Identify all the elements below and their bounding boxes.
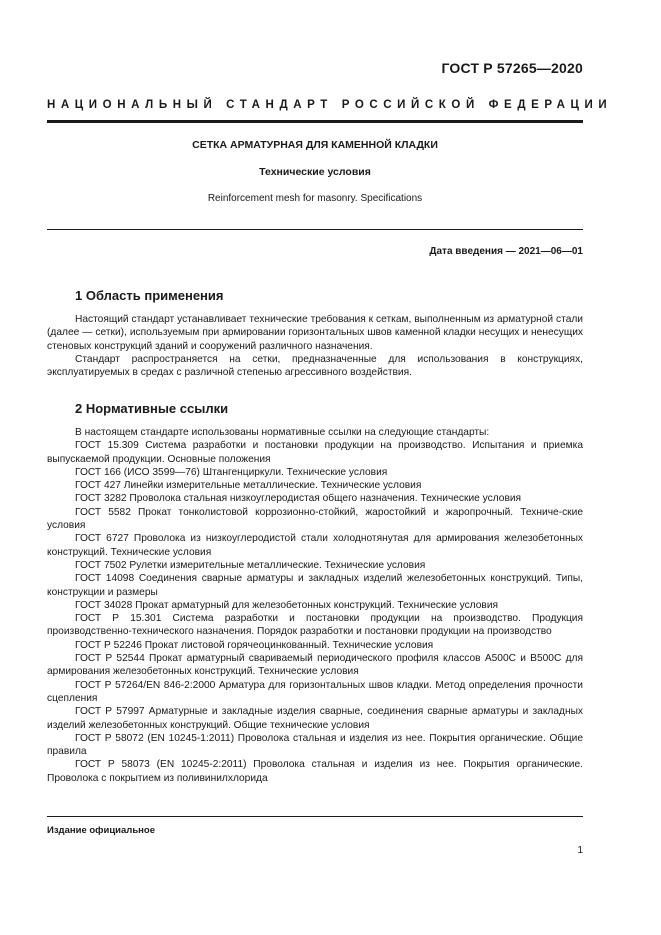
- document-title: СЕТКА АРМАТУРНАЯ ДЛЯ КАМЕННОЙ КЛАДКИ: [192, 139, 438, 151]
- reference-item: ГОСТ Р 15.301 Система разработки и постановки продукции на производство. Продукция производственно-технического назначения. Порядок разработки и постановки продукции на производство: [47, 613, 583, 638]
- reference-item: ГОСТ Р 52544 Прокат арматурный свариваемый периодического профиля классов А500С и В500С для армирования железобетонных конструкций. Технические условия: [47, 653, 583, 678]
- document-title-english: Reinforcement mesh for masonry. Specifications: [207, 193, 423, 204]
- reference-item: ГОСТ 14098 Соединения сварные арматуры и закладных изделий железобетонных конструкций. Типы, конструкции и размеры: [47, 573, 583, 598]
- footer-rule: [47, 816, 583, 817]
- standard-id: ГОСТ Р 57265—2020: [441, 60, 583, 76]
- reference-item: ГОСТ Р 52246 Прокат листовой горячеоцинкованный. Технические условия: [75, 639, 434, 651]
- paragraph: Настоящий стандарт устанавливает технические требования к сеткам, выполненным из арматурной стали (далее — сетки), используемым при армировании горизонтальных швов каменной кладки несущих и ненесущих стеновых конструкций зданий и сооружений различного назначения.: [47, 314, 583, 352]
- reference-item: ГОСТ 7502 Рулетки измерительные металлические. Технические условия: [75, 559, 426, 571]
- header-rule: [47, 120, 583, 123]
- introduction-date: Дата введения — 2021—06—01: [429, 246, 583, 257]
- reference-item: ГОСТ 15.309 Система разработки и постановки продукции на производство. Испытания и приемка выпускаемой продукции. Основные положения: [47, 440, 583, 465]
- section-2-body: [47, 426, 583, 785]
- reference-item: ГОСТ 6727 Проволока из низкоуглеродистой стали холоднотянутая для армирования железобетонных конструкций. Технические условия: [47, 533, 583, 558]
- reference-item: ГОСТ 34028 Прокат арматурный для железобетонных конструкций. Технические условия: [75, 599, 499, 611]
- reference-item: ГОСТ Р 57997 Арматурные и закладные изделия сварные, соединения сварные арматуры и закладных изделий железобетонных конструкций. Общие технические условия: [47, 706, 583, 731]
- reference-item: ГОСТ 166 (ИСО 3599—76) Штангенциркули. Технические условия: [75, 466, 388, 478]
- paragraph: Стандарт распространяется на сетки, предназначенные для использования в конструкциях, эксплуатируемых в средах с различной степенью агрессивного воздействия.: [47, 353, 583, 379]
- title-rule: [47, 229, 583, 230]
- document-subtitle: Технические условия: [259, 166, 371, 178]
- section-2-heading: 2 Нормативные ссылки: [75, 401, 229, 416]
- reference-item: ГОСТ Р 57264/EN 846-2:2000 Арматура для горизонтальных швов кладки. Метод определения прочности сцепления: [47, 679, 583, 704]
- reference-item: ГОСТ Р 58073 (EN 10245-2:2011) Проволока стальная и изделия из нее. Покрытия органические. Проволока с покрытием из поливинилхлорида: [47, 759, 583, 784]
- reference-item: ГОСТ 427 Линейки измерительные металлические. Технические условия: [75, 480, 422, 492]
- section-1-body: [47, 313, 583, 379]
- reference-item: ГОСТ 5582 Прокат тонколистовой коррозионно-стойкий, жаростойкий и жаропрочный. Техниче-ские условия: [47, 506, 583, 532]
- section-1-heading: 1 Область применения: [75, 288, 224, 303]
- reference-item: ГОСТ 3282 Проволока стальная низкоуглеродистая общего назначения. Технические условия: [75, 493, 522, 505]
- reference-item: ГОСТ Р 58072 (EN 10245-1:2011) Проволока стальная и изделия из нее. Покрытия органические. Общие правила: [47, 732, 583, 758]
- national-standard-banner: НАЦИОНАЛЬНЫЙ СТАНДАРТ РОССИЙСКОЙ ФЕДЕРАЦИИ: [47, 99, 613, 111]
- page-number: 1: [577, 845, 583, 856]
- paragraph: В настоящем стандарте использованы нормативные ссылки на следующие стандарты:: [75, 427, 490, 438]
- official-edition-label: Издание официальное: [47, 825, 155, 836]
